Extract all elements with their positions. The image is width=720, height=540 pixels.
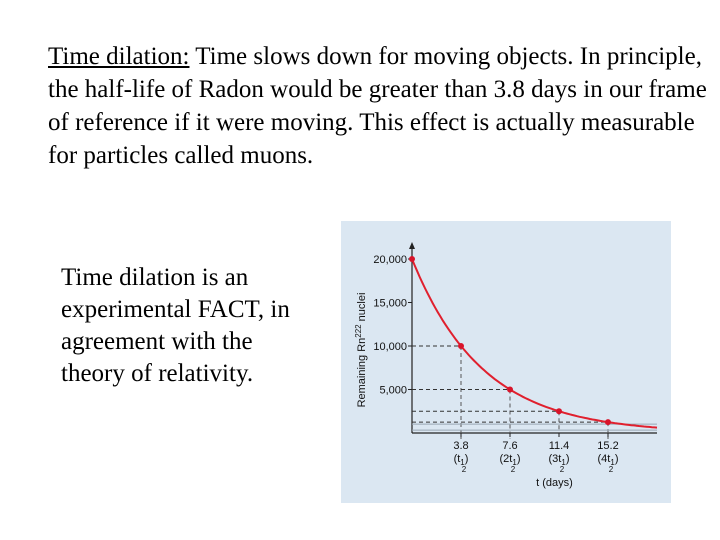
data-point <box>556 408 562 414</box>
x-tick-sublabel: $(2t_1)$ <box>499 453 521 467</box>
x-tick-half: 2 <box>559 465 565 474</box>
y-axis-arrow <box>409 242 415 249</box>
data-point <box>409 256 415 262</box>
data-point <box>507 387 513 393</box>
data-point <box>458 343 464 349</box>
y-axis-label: Remaining Rn$^{222}$ nuclei <box>354 292 368 408</box>
x-axis-label: t (days) <box>536 477 573 489</box>
y-tick-label: 5,000 <box>379 384 407 397</box>
x-tick-sublabel: $(t_1)$ <box>453 453 469 467</box>
y-tick-label: 20,000 <box>373 254 407 266</box>
y-tick-label: 15,000 <box>373 297 407 310</box>
data-point <box>605 419 611 425</box>
x-tick-label: 7.6 <box>502 440 518 452</box>
x-tick-label: 15.2 <box>597 440 619 452</box>
x-tick-half: 2 <box>461 465 467 474</box>
x-tick-label: 3.8 <box>453 440 469 452</box>
decay-chart-figure <box>341 221 671 503</box>
x-tick-sublabel: $(4t_1)$ <box>597 453 619 467</box>
title-lead: Time dilation: <box>48 43 190 70</box>
x-tick-label: 11.4 <box>548 440 570 452</box>
side-note: Time dilation is an experimental FACT, in agreement with the theory of relativity. <box>61 264 290 387</box>
slide-title-paragraph <box>48 40 708 172</box>
title-body: Time slows down for moving objects. In principle, the half-life of Radon would be greater than 3.8 days in our frame of reference if it were moving. This effect is actually measurable for particles called muons. <box>48 43 707 169</box>
y-tick-label: 10,000 <box>373 341 407 353</box>
x-tick-half: 2 <box>608 465 614 474</box>
x-tick-sublabel: $(3t_1)$ <box>548 453 570 467</box>
decay-chart <box>341 221 671 503</box>
decay-curve <box>412 259 657 428</box>
x-tick-half: 2 <box>510 465 516 474</box>
